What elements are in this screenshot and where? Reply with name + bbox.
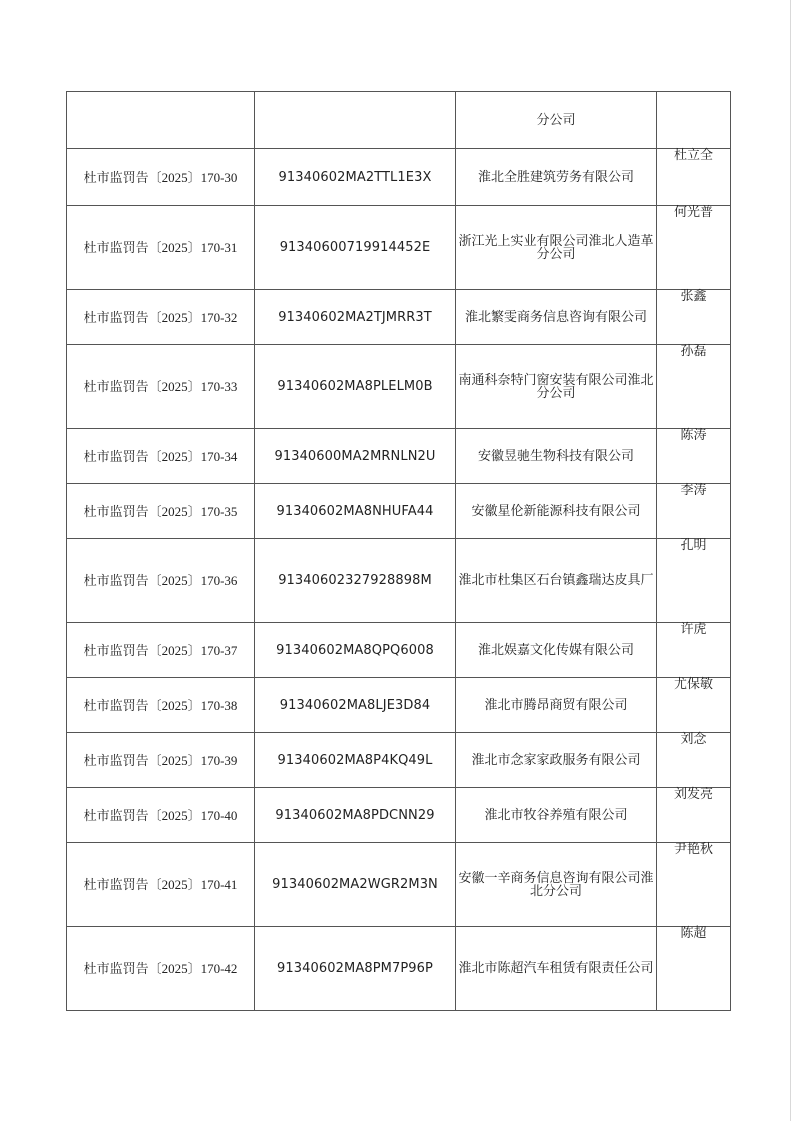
document-number-cell: 杜市监罚告〔2025〕170-37 bbox=[67, 623, 255, 678]
legal-representative-cell: 李涛 bbox=[657, 484, 731, 539]
company-name-cell: 安徽一辛商务信息咨询有限公司淮北分公司 bbox=[456, 843, 657, 927]
table-row bbox=[67, 429, 731, 484]
credit-code-cell: 91340602MA8PLELM0B bbox=[255, 345, 456, 429]
legal-representative-cell: 何光普 bbox=[657, 206, 731, 290]
company-name-cell: 淮北市杜集区石台镇鑫瑞达皮具厂 bbox=[456, 539, 657, 623]
penalty-notice-table bbox=[66, 91, 731, 1011]
document-number-cell: 杜市监罚告〔2025〕170-33 bbox=[67, 345, 255, 429]
document-number-cell: 杜市监罚告〔2025〕170-34 bbox=[67, 429, 255, 484]
legal-representative-cell bbox=[657, 92, 731, 149]
company-name-cell: 分公司 bbox=[456, 92, 657, 149]
document-number-cell: 杜市监罚告〔2025〕170-39 bbox=[67, 733, 255, 788]
document-number-cell: 杜市监罚告〔2025〕170-40 bbox=[67, 788, 255, 843]
credit-code-cell: 91340600719914452E bbox=[255, 206, 456, 290]
document-number-cell: 杜市监罚告〔2025〕170-42 bbox=[67, 927, 255, 1011]
table-row bbox=[67, 149, 731, 206]
table-row bbox=[67, 623, 731, 678]
table-row bbox=[67, 678, 731, 733]
legal-representative-cell: 孙磊 bbox=[657, 345, 731, 429]
credit-code-cell: 91340602MA8PM7P96P bbox=[255, 927, 456, 1011]
legal-representative-cell: 许虎 bbox=[657, 623, 731, 678]
credit-code-cell: 91340602MA8P4KQ49L bbox=[255, 733, 456, 788]
company-name-cell: 淮北市念家家政服务有限公司 bbox=[456, 733, 657, 788]
table-row bbox=[67, 206, 731, 290]
table-row bbox=[67, 345, 731, 429]
company-name-cell: 淮北繁雯商务信息咨询有限公司 bbox=[456, 290, 657, 345]
table-row bbox=[67, 290, 731, 345]
legal-representative-cell: 孔明 bbox=[657, 539, 731, 623]
credit-code-cell: 91340602MA8LJE3D84 bbox=[255, 678, 456, 733]
document-number-cell: 杜市监罚告〔2025〕170-32 bbox=[67, 290, 255, 345]
table-row bbox=[67, 484, 731, 539]
document-number-cell bbox=[67, 92, 255, 149]
legal-representative-cell: 尹艳秋 bbox=[657, 843, 731, 927]
company-name-cell: 淮北市牧谷养殖有限公司 bbox=[456, 788, 657, 843]
table-row bbox=[67, 927, 731, 1011]
legal-representative-cell: 刘念 bbox=[657, 733, 731, 788]
credit-code-cell bbox=[255, 92, 456, 149]
company-name-cell: 安徽星伦新能源科技有限公司 bbox=[456, 484, 657, 539]
document-number-cell: 杜市监罚告〔2025〕170-31 bbox=[67, 206, 255, 290]
legal-representative-cell: 陈涛 bbox=[657, 429, 731, 484]
document-number-cell: 杜市监罚告〔2025〕170-30 bbox=[67, 149, 255, 206]
table-row bbox=[67, 539, 731, 623]
legal-representative-cell: 杜立全 bbox=[657, 149, 731, 206]
credit-code-cell: 91340602MA2TTL1E3X bbox=[255, 149, 456, 206]
credit-code-cell: 91340602MA8NHUFA44 bbox=[255, 484, 456, 539]
document-number-cell: 杜市监罚告〔2025〕170-41 bbox=[67, 843, 255, 927]
document-number-cell: 杜市监罚告〔2025〕170-38 bbox=[67, 678, 255, 733]
table-row bbox=[67, 733, 731, 788]
document-number-cell: 杜市监罚告〔2025〕170-36 bbox=[67, 539, 255, 623]
credit-code-cell: 91340602MA8PDCNN29 bbox=[255, 788, 456, 843]
legal-representative-cell: 陈超 bbox=[657, 927, 731, 1011]
company-name-cell: 淮北市腾昂商贸有限公司 bbox=[456, 678, 657, 733]
table-row bbox=[67, 92, 731, 149]
legal-representative-cell: 尤保敏 bbox=[657, 678, 731, 733]
credit-code-cell: 91340602327928898M bbox=[255, 539, 456, 623]
table-row bbox=[67, 788, 731, 843]
credit-code-cell: 91340600MA2MRNLN2U bbox=[255, 429, 456, 484]
credit-code-cell: 91340602MA2TJMRR3T bbox=[255, 290, 456, 345]
table-row bbox=[67, 843, 731, 927]
document-number-cell: 杜市监罚告〔2025〕170-35 bbox=[67, 484, 255, 539]
legal-representative-cell: 刘发亮 bbox=[657, 788, 731, 843]
legal-representative-cell: 张鑫 bbox=[657, 290, 731, 345]
company-name-cell: 淮北市陈超汽车租赁有限责任公司 bbox=[456, 927, 657, 1011]
credit-code-cell: 91340602MA8QPQ6008 bbox=[255, 623, 456, 678]
company-name-cell: 浙江光上实业有限公司淮北人造革分公司 bbox=[456, 206, 657, 290]
company-name-cell: 安徽昱驰生物科技有限公司 bbox=[456, 429, 657, 484]
credit-code-cell: 91340602MA2WGR2M3N bbox=[255, 843, 456, 927]
company-name-cell: 淮北全胜建筑劳务有限公司 bbox=[456, 149, 657, 206]
page-edge-line bbox=[790, 0, 791, 1121]
company-name-cell: 淮北娱嘉文化传媒有限公司 bbox=[456, 623, 657, 678]
company-name-cell: 南通科奈特门窗安装有限公司淮北分公司 bbox=[456, 345, 657, 429]
